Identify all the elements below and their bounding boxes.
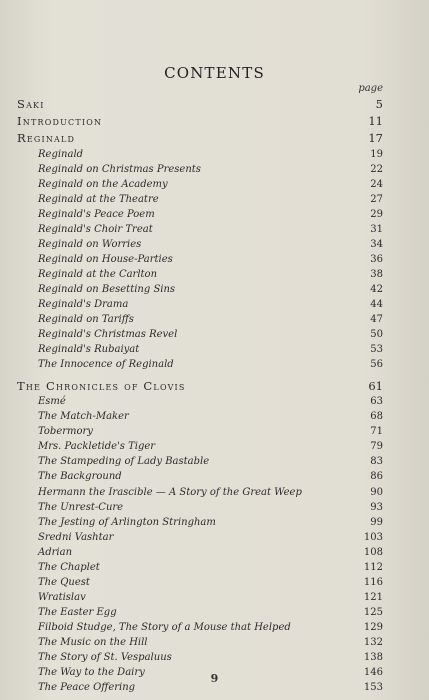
toc-title: Reginald <box>38 149 84 160</box>
toc-page-number: 22 <box>370 164 383 175</box>
toc-page-number: 53 <box>370 344 383 355</box>
toc-entry <box>0 164 429 180</box>
toc-page-number: 125 <box>363 607 383 618</box>
toc-page-number: 31 <box>370 224 383 235</box>
toc-page-number: 36 <box>370 254 383 265</box>
toc-page-number: 68 <box>370 411 383 422</box>
toc-page-number: 50 <box>370 329 383 340</box>
toc-entry <box>0 254 429 270</box>
toc-entry <box>0 239 429 255</box>
toc-entry <box>0 517 429 533</box>
toc-page-number: 42 <box>370 284 383 295</box>
toc-entry <box>0 396 429 412</box>
toc-title: Hermann the Irascible — A Story of the Great Weep <box>38 487 302 498</box>
toc-entry <box>0 547 429 563</box>
toc-page-number: 63 <box>370 396 383 407</box>
toc-page-number: 93 <box>370 502 383 513</box>
toc-title: Reginald's Choir Treat <box>38 224 153 235</box>
toc-entry <box>0 456 429 472</box>
toc-title: The Stampeding of Lady Bastable <box>38 456 210 467</box>
toc-title: Adrian <box>38 547 73 558</box>
toc-page-number: 79 <box>370 441 383 452</box>
toc-entry <box>0 411 429 427</box>
toc-entry <box>0 652 429 668</box>
toc-entry <box>0 622 429 638</box>
toc-title: The Music on the Hill <box>38 637 148 648</box>
toc-entry <box>0 194 429 210</box>
toc-entry <box>0 426 429 442</box>
toc-title: Reginald at the Theatre <box>38 194 159 205</box>
toc-entry <box>0 441 429 457</box>
toc-page-number: 29 <box>370 209 383 220</box>
toc-title: Reginald's Rubaiyat <box>38 344 140 355</box>
toc-title: Reginald on Christmas Presents <box>38 164 201 175</box>
toc-title: The Quest <box>38 577 90 588</box>
toc-entry <box>0 502 429 518</box>
toc-title: The Peace Offering <box>38 682 136 693</box>
toc-page-number: 56 <box>370 359 383 370</box>
toc-entry <box>0 179 429 195</box>
toc-title: Esmé <box>38 396 66 407</box>
toc-entry <box>0 637 429 653</box>
toc-title: Introduction <box>17 114 103 128</box>
toc-entry <box>0 314 429 330</box>
toc-entry <box>0 269 429 285</box>
toc-page-number: 153 <box>363 682 383 693</box>
toc-page-number: 132 <box>363 637 383 648</box>
toc-title: Reginald's Peace Poem <box>38 209 155 220</box>
toc-page-number: 138 <box>363 652 383 663</box>
toc-entry <box>0 329 429 345</box>
toc-section <box>0 97 429 113</box>
contents-heading: CONTENTS <box>164 64 265 82</box>
toc-page-number: 61 <box>368 379 383 393</box>
toc-page-number: 83 <box>370 456 383 467</box>
toc-page-number: 44 <box>370 299 383 310</box>
toc-title: The Unrest-Cure <box>38 502 124 513</box>
page-number: 9 <box>210 672 219 685</box>
toc-title: The Story of St. Vespaluus <box>38 652 172 663</box>
toc-page-number: 34 <box>370 239 383 250</box>
toc-title: Reginald <box>17 131 76 145</box>
toc-entry <box>0 532 429 548</box>
toc-entry <box>0 344 429 360</box>
toc-page-number: 17 <box>368 131 383 145</box>
toc-title: Reginald at the Carlton <box>38 269 158 280</box>
toc-title: The Chaplet <box>38 562 100 573</box>
toc-title: The Chronicles of Clovis <box>17 379 186 393</box>
toc-page-number: 24 <box>370 179 383 190</box>
toc-title: Saki <box>17 97 45 111</box>
toc-title: Reginald on House-Parties <box>38 254 173 265</box>
toc-page-number: 108 <box>363 547 383 558</box>
toc-section <box>0 379 429 395</box>
toc-page-number: 5 <box>375 97 383 111</box>
toc-page-number: 129 <box>363 622 383 633</box>
toc-page-number: 86 <box>370 471 383 482</box>
toc-title: Reginald's Drama <box>38 299 129 310</box>
toc-title: The Background <box>38 471 122 482</box>
toc-entry <box>0 487 429 503</box>
toc-entry <box>0 299 429 315</box>
toc-entry <box>0 359 429 375</box>
toc-title: Tobermory <box>38 426 93 437</box>
toc-title: Reginald on Besetting Sins <box>38 284 176 295</box>
toc-entry <box>0 284 429 300</box>
toc-entry <box>0 562 429 578</box>
toc-title: Filboid Studge, The Story of a Mouse that Helped <box>38 622 291 633</box>
toc-title: The Easter Egg <box>38 607 117 618</box>
toc-title: The Match-Maker <box>38 411 129 422</box>
toc-entry <box>0 577 429 593</box>
toc-page-number: 47 <box>370 314 383 325</box>
toc-title: Wratislav <box>38 592 86 603</box>
toc-title: Reginald on Worries <box>38 239 142 250</box>
page-column-label: page <box>358 83 383 94</box>
toc-page-number: 103 <box>363 532 383 543</box>
toc-title: Reginald on the Academy <box>38 179 168 190</box>
toc-title: Sredni Vashtar <box>38 532 114 543</box>
toc-entry <box>0 149 429 165</box>
toc-page-number: 112 <box>363 562 383 573</box>
toc-section <box>0 114 429 130</box>
toc-page-number: 116 <box>363 577 383 588</box>
toc-title: Mrs. Packletide's Tiger <box>38 441 156 452</box>
toc-title: The Jesting of Arlington Stringham <box>38 517 216 528</box>
toc-entry <box>0 592 429 608</box>
toc-page-number: 38 <box>370 269 383 280</box>
toc-page-number: 146 <box>363 667 383 678</box>
toc-page-number: 99 <box>370 517 383 528</box>
toc-page-number: 71 <box>370 426 383 437</box>
toc-title: The Innocence of Reginald <box>38 359 174 370</box>
toc-page-number: 11 <box>368 114 383 128</box>
toc-title: The Way to the Dairy <box>38 667 145 678</box>
toc-page-number: 121 <box>363 592 383 603</box>
toc-entry <box>0 224 429 240</box>
toc-entry <box>0 209 429 225</box>
toc-page-number: 90 <box>370 487 383 498</box>
toc-page-number: 19 <box>370 149 383 160</box>
toc-section <box>0 131 429 147</box>
toc-entry <box>0 607 429 623</box>
toc-entry <box>0 471 429 487</box>
toc-title: Reginald's Christmas Revel <box>38 329 178 340</box>
toc-page-number: 27 <box>370 194 383 205</box>
toc-title: Reginald on Tariffs <box>38 314 134 325</box>
